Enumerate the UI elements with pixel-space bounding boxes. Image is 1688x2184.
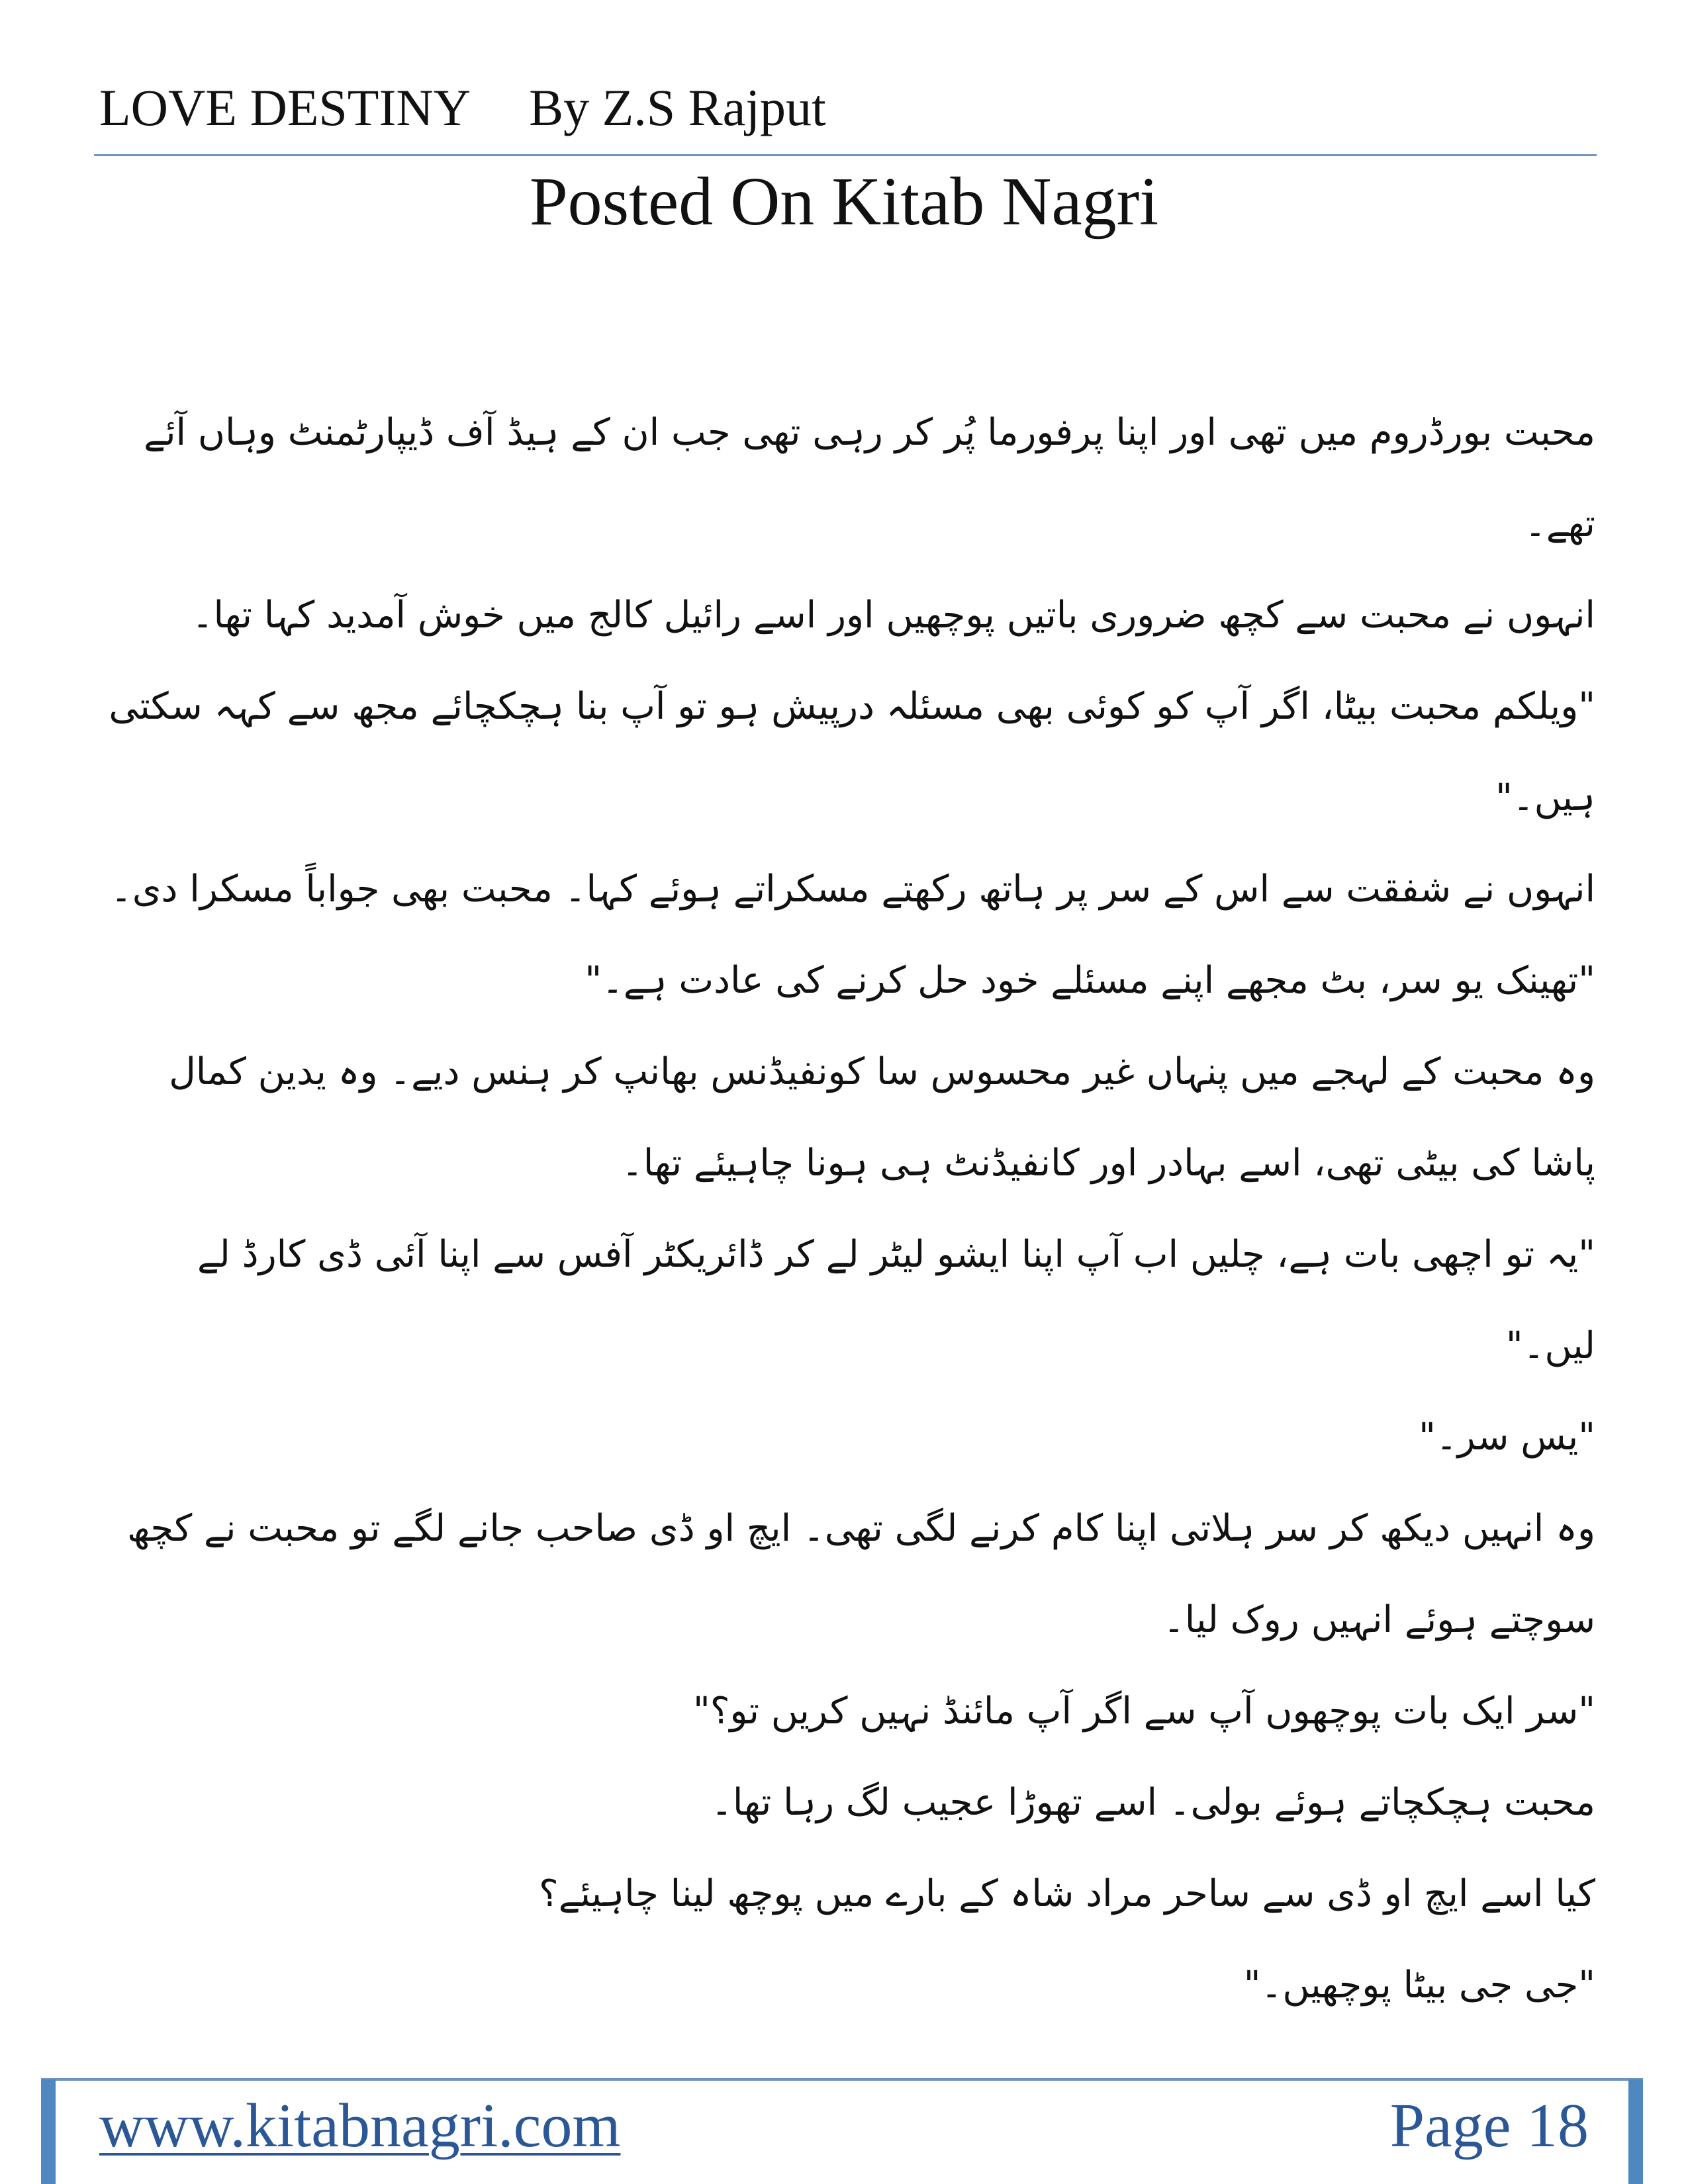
paragraph: "یس سر۔" xyxy=(1419,1416,1595,1459)
paragraph: "تھینک یو سر، بٹ مجھے اپنے مسئلے خود حل کرنے کی عادت ہے۔" xyxy=(585,959,1595,1002)
book-author: By Z.S Rajput xyxy=(529,79,826,136)
paragraph: محبت بورڈروم میں تھی اور اپنا پرفورما پُر کر رہی تھی جب ان کے ہیڈ آف ڈیپارٹمنٹ وہاں آئے تھے۔ xyxy=(144,411,1595,545)
story-body xyxy=(99,387,1595,2031)
paragraph: "سر ایک بات پوچھوں آپ سے اگر آپ مائنڈ نہیں کریں تو؟" xyxy=(692,1690,1595,1733)
paragraph: "جی جی بیٹا پوچھیں۔" xyxy=(1243,1964,1595,2007)
footer-accent-bar-left xyxy=(41,2079,56,2184)
paragraph: "ویلکم محبت بیٹا، اگر آپ کو کوئی بھی مسئلہ درپیش ہو تو آپ بنا ہچکچائے مجھ سے کہہ سکتی ہیں۔" xyxy=(109,685,1595,819)
paragraph: "یہ تو اچھی بات ہے، چلیں اب آپ اپنا ایشو لیٹر لے کر ڈائریکٹر آفس سے اپنا آئی ڈی کارڈ لے لیں۔" xyxy=(197,1233,1595,1367)
paragraph: کیا اسے ایچ او ڈی سے ساحر مراد شاہ کے بارے میں پوچھ لینا چاہیئے؟ xyxy=(539,1872,1595,1915)
posted-on-banner: Posted On Kitab Nagri xyxy=(529,163,1159,240)
paragraph: انہوں نے محبت سے کچھ ضروری باتیں پوچھیں اور اسے رائیل کالج میں خوش آمدید کہا تھا۔ xyxy=(191,594,1595,637)
paragraph: محبت ہچکچاتے ہوئے بولی۔ اسے تھوڑا عجیب لگ رہا تھا۔ xyxy=(711,1781,1595,1824)
page-number: Page 18 xyxy=(1389,2091,1589,2160)
book-title: LOVE DESTINY xyxy=(99,79,471,136)
footer-accent-bar-right xyxy=(1628,2079,1643,2184)
paragraph: انہوں نے شفقت سے اس کے سر پر ہاتھ رکھتے مسکراتے ہوئے کہا۔ محبت بھی جواباً مسکرا دی۔ xyxy=(110,868,1595,911)
paragraph: وہ انہیں دیکھ کر سر ہلاتی اپنا کام کرنے لگی تھی۔ ایچ او ڈی صاحب جانے لگے تو محبت نے کچھ سوچتے ہوئے انہیں روک لیا۔ xyxy=(127,1507,1595,1641)
footer-divider xyxy=(41,2078,1643,2081)
website-link[interactable]: www.kitabnagri.com xyxy=(99,2091,621,2160)
header-divider xyxy=(94,154,1597,156)
page-header xyxy=(99,78,826,138)
paragraph: وہ محبت کے لہجے میں پنہاں غیر محسوس سا کونفیڈنس بھانپ کر ہنس دیے۔ وہ یدین کمال پاشا کی بیٹی تھی، اسے بہادر اور کانفیڈنٹ ہی ہونا چاہیئے تھا۔ xyxy=(169,1050,1595,1185)
